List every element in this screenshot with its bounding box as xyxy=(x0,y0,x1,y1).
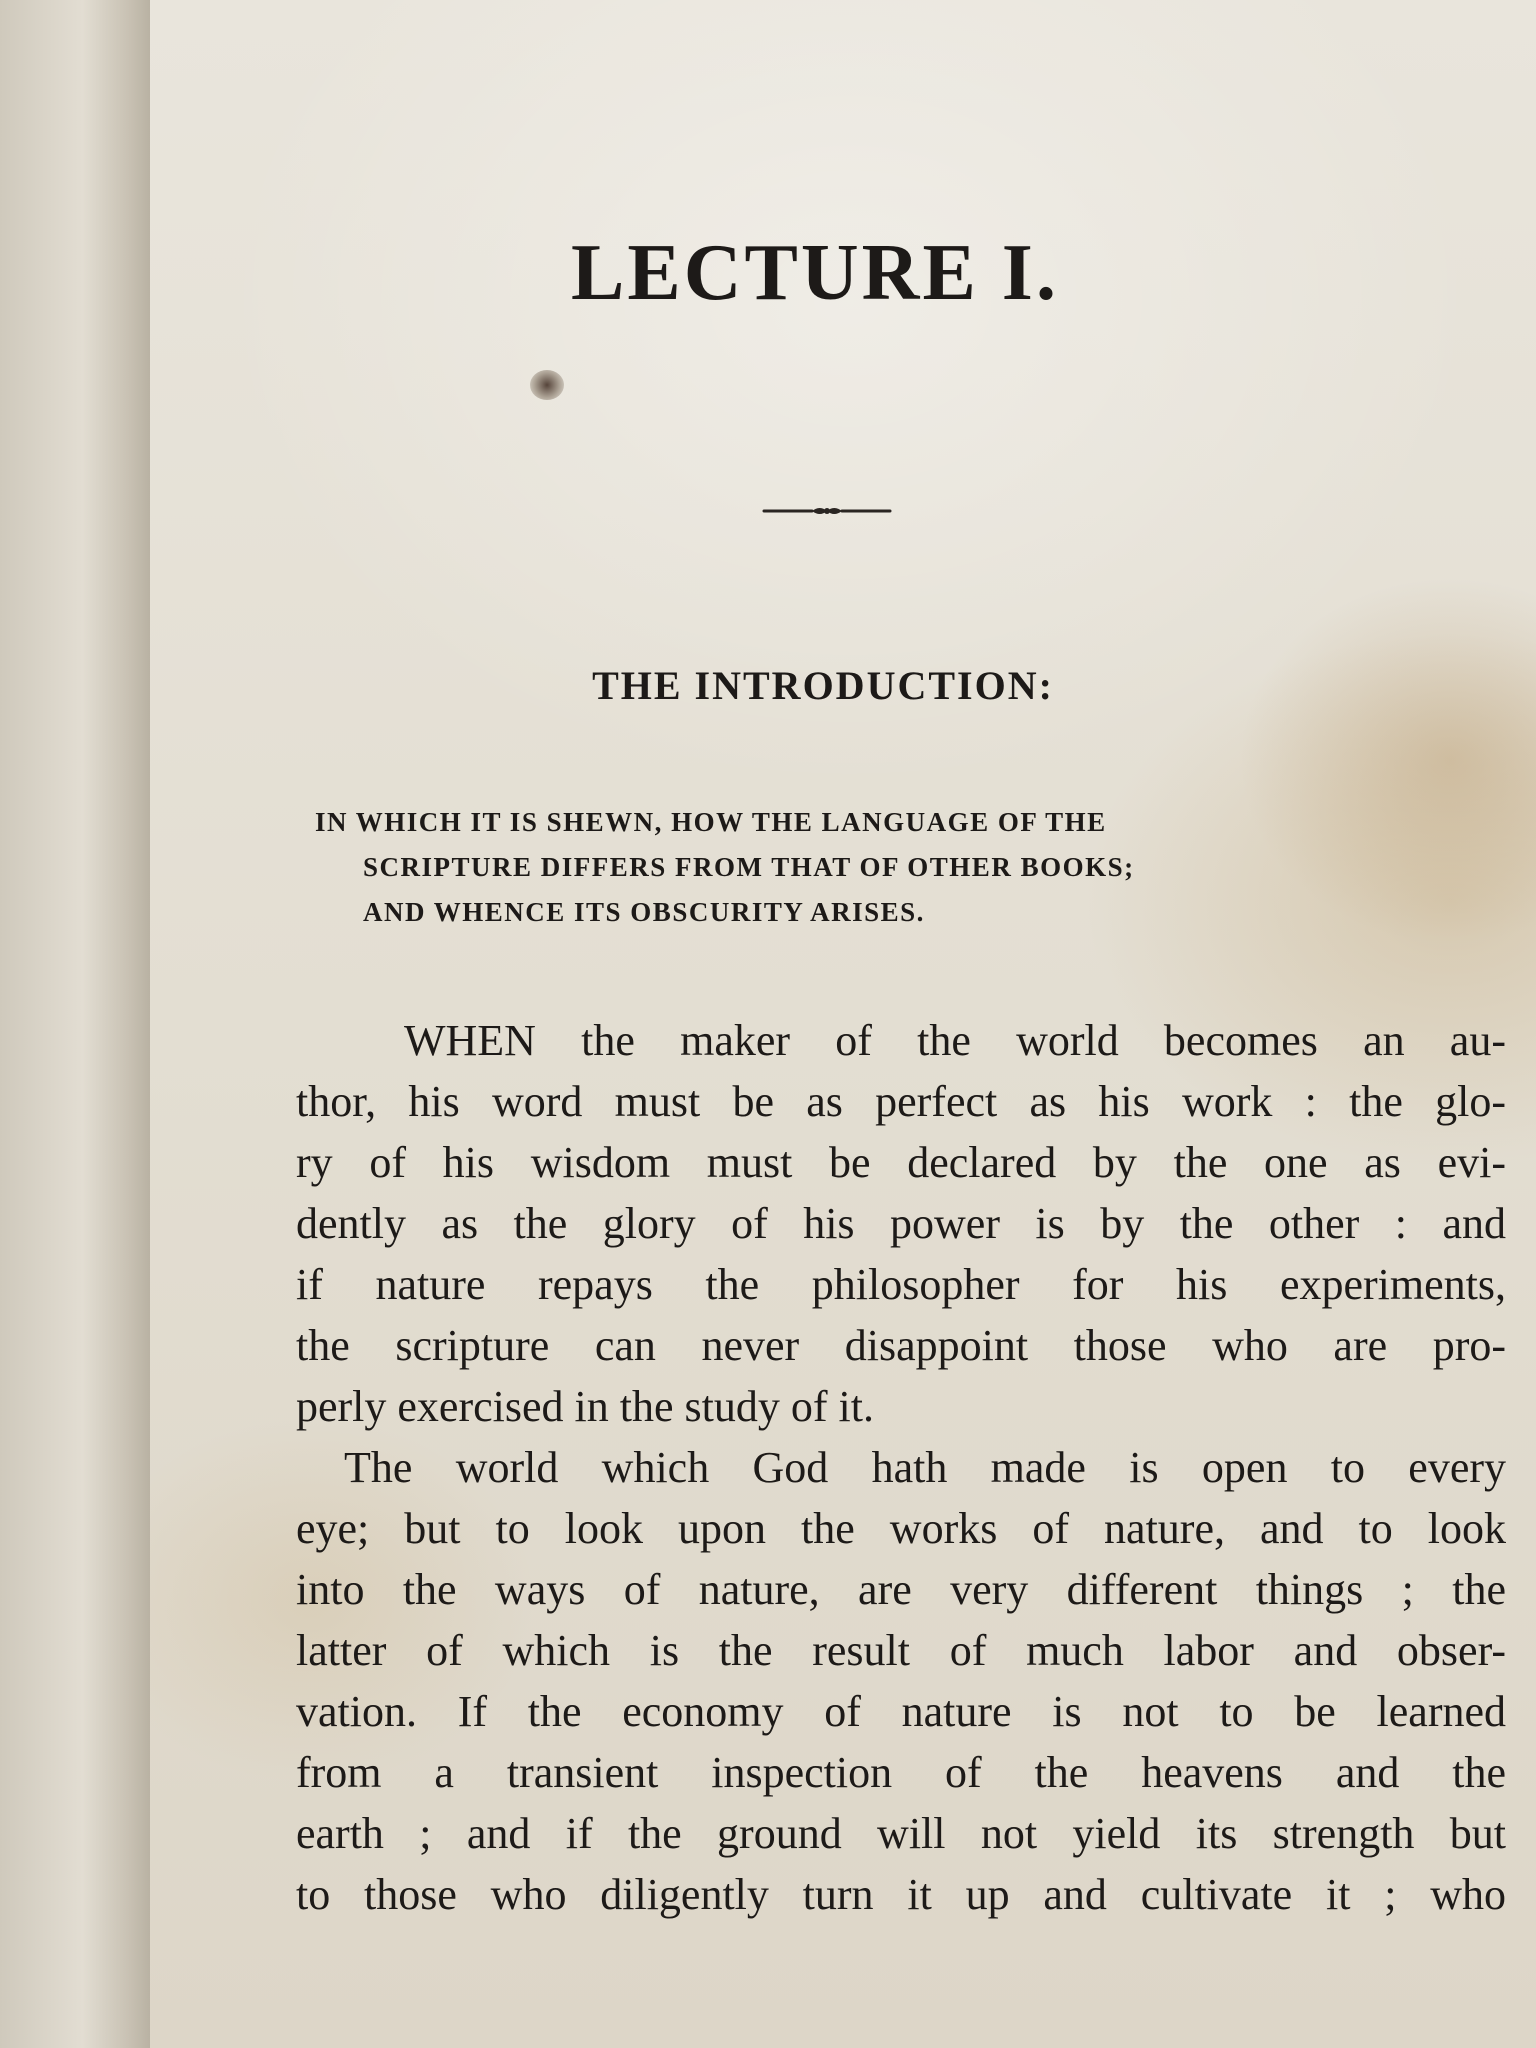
text-line: dently as the glory of his power is by the other : and xyxy=(296,1199,1506,1248)
section-subtitle: THE INTRODUCTION: xyxy=(592,663,1054,708)
summary-line-1: IN WHICH IT IS SHEWN, HOW THE LANGUAGE OF THE xyxy=(315,807,1107,837)
text-line: The world which God hath made is open to every xyxy=(344,1443,1506,1492)
text-line: the scripture can never disappoint those who are pro- xyxy=(296,1321,1506,1370)
ornament-divider-icon xyxy=(762,502,892,520)
body-text xyxy=(296,1010,1506,1925)
text-line: WHEN the maker of the world becomes an au- xyxy=(404,1016,1506,1065)
text-line: if nature repays the philosopher for his experiments, xyxy=(296,1260,1506,1309)
paragraph-1 xyxy=(296,1010,1506,1437)
text-line: thor, his word must be as perfect as his work : the glo- xyxy=(296,1077,1506,1126)
text-line: latter of which is the result of much labor and obser- xyxy=(296,1626,1506,1675)
text-line: vation. If the economy of nature is not to be learned xyxy=(296,1687,1506,1736)
text-line: ry of his wisdom must be declared by the one as evi- xyxy=(296,1138,1506,1187)
summary-line-3: AND WHENCE ITS OBSCURITY ARISES. xyxy=(363,897,925,927)
text-line: to those who diligently turn it up and cultivate it ; who xyxy=(296,1870,1506,1919)
paragraph-2 xyxy=(296,1437,1506,1925)
text-line: from a transient inspection of the heavens and the xyxy=(296,1748,1506,1797)
ink-stain xyxy=(530,370,564,400)
text-line: perly exercised in the study of it. xyxy=(296,1382,874,1431)
book-page xyxy=(150,0,1536,2048)
summary-line-2: SCRIPTURE DIFFERS FROM THAT OF OTHER BOOKS; xyxy=(363,852,1135,882)
text-line: into the ways of nature, are very different things ; the xyxy=(296,1565,1506,1614)
lecture-title: LECTURE I. xyxy=(571,229,1059,317)
text-line: eye; but to look upon the works of nature, and to look xyxy=(296,1504,1506,1553)
section-summary xyxy=(315,800,1515,935)
text-line: earth ; and if the ground will not yield its strength but xyxy=(296,1809,1506,1858)
